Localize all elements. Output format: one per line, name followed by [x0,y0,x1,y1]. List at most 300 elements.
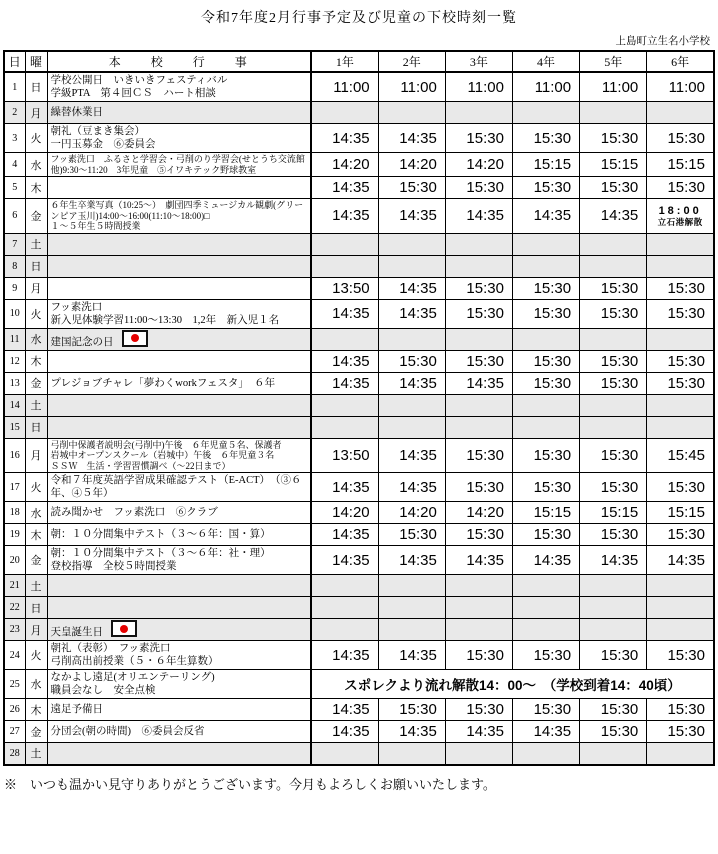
time-cell: 15:30 [580,350,647,372]
time-cell [311,575,378,597]
time-cell: 15:30 [580,277,647,299]
event-text: ＳＳＷ 生活・学習習慣調べ（～22日まで） [50,460,231,471]
time-cell: 11:00 [647,72,714,102]
header-day: 日 [4,51,25,72]
time-cell: 11:00 [311,72,378,102]
event-text: 朝：１０分間集中テスト（３～６年：国・算） [50,529,271,540]
event-text: フッ素洗口 [50,301,103,313]
table-row [4,670,714,699]
event-cell [47,394,311,416]
time-cell: 15:30 [580,721,647,743]
weekday-cell: 土 [25,743,47,765]
weekday-cell: 日 [25,72,47,102]
time-cell [311,743,378,765]
time-cell [580,394,647,416]
event-text: 朝礼（豆まき集会） [50,126,145,137]
event-cell [47,502,311,524]
table-row [4,153,714,177]
time-cell [311,328,378,350]
event-text: なかよし遠足(オリエンテーリング) [50,672,215,683]
time-cell [378,619,445,641]
time-cell: 15:30 [445,438,512,473]
time-cell [647,394,714,416]
time-cell: 14:35 [311,299,378,328]
day-cell: 23 [4,619,25,641]
event-cell [47,299,311,328]
time-cell [445,575,512,597]
header-grade-2: 2年 [378,51,445,72]
day-cell: 2 [4,102,25,124]
time-cell: 13:50 [311,438,378,473]
day-cell: 28 [4,743,25,765]
time-cell: 15:30 [580,177,647,199]
header-grade-4: 4年 [512,51,579,72]
time-cell: 11:00 [445,72,512,102]
weekday-cell: 月 [25,438,47,473]
day-cell: 26 [4,699,25,721]
day-cell: 4 [4,153,25,177]
event-text: 学級PTA 第４回ＣＳ ハート相談 [50,88,216,99]
event-cell [47,546,311,575]
day-cell: 18 [4,502,25,524]
event-text: 天皇誕生日 [51,620,308,639]
time-cell: 14:35 [378,721,445,743]
time-cell [311,597,378,619]
event-text: 分団会(朝の時間) ⑥委員会反省 [50,726,205,737]
time-cell: 15:30 [580,124,647,153]
time-cell [647,619,714,641]
weekday-cell: 木 [25,350,47,372]
schedule-table [3,50,715,766]
event-cell [47,277,311,299]
time-cell: 15:30 [580,524,647,546]
header-grade-5: 5年 [580,51,647,72]
day-cell: 27 [4,721,25,743]
time-cell [378,102,445,124]
weekday-cell: 火 [25,124,47,153]
time-cell: 14:35 [512,721,579,743]
time-cell [311,619,378,641]
time-cell [580,416,647,438]
day-cell: 6 [4,199,25,234]
day-cell: 15 [4,416,25,438]
weekday-cell: 土 [25,233,47,255]
time-cell: 14:35 [445,546,512,575]
time-cell: 15:30 [647,177,714,199]
event-cell [47,372,311,394]
event-text: 新入児体験学習11:00～13:30 1,2年 新入児１名 [50,314,280,326]
time-cell [580,328,647,350]
event-text: 朝礼（表彰） フッ素洗口 [50,643,171,654]
day-cell: 21 [4,575,25,597]
header-grade-6: 6年 [647,51,714,72]
table-row [4,524,714,546]
time-cell [647,743,714,765]
time-cell: 15:30 [512,124,579,153]
time-cell: 14:35 [378,473,445,502]
school-name: 上島町立生名小学校 [615,36,710,47]
time-cell: 15:30 [512,438,579,473]
time-cell: 15:30 [445,277,512,299]
time-cell: 15:30 [445,124,512,153]
time-cell [647,416,714,438]
time-cell [512,619,579,641]
table-row [4,619,714,641]
time-cell: 15:30 [647,473,714,502]
event-cell [47,72,311,102]
event-cell [47,416,311,438]
time-cell: 11:00 [512,72,579,102]
time-cell [512,255,579,277]
day-cell: 11 [4,328,25,350]
time-cell: 14:20 [311,502,378,524]
time-cell: 14:35 [445,721,512,743]
event-text: 登校指導 全校５時間授業 [50,561,177,572]
event-text: 令和７年度英語学習成果確認テスト（E-ACT） （③６年、④５年） [50,475,302,499]
event-cell [47,438,311,473]
time-cell [580,597,647,619]
time-cell: 15:30 [445,524,512,546]
table-row [4,575,714,597]
time-cell: 15:30 [445,350,512,372]
time-cell [647,328,714,350]
time-cell [311,233,378,255]
time-cell [445,233,512,255]
time-cell: 15:30 [512,299,579,328]
event-text: 朝：１０分間集中テスト（３～６年：社・理） [50,548,271,559]
table-row [4,546,714,575]
time-cell: 15:30 [647,641,714,670]
time-cell: 13:50 [311,277,378,299]
time-cell: 11:00 [580,72,647,102]
weekday-cell: 水 [25,328,47,350]
table-row [4,502,714,524]
event-text: プレジョブチャレ「夢わくworkフェスタ」 ６年 [50,377,276,389]
time-cell [445,416,512,438]
weekday-cell: 水 [25,153,47,177]
time-cell: 14:20 [445,502,512,524]
event-cell [47,153,311,177]
event-text: 岩城中オープンスクール（岩城中）午後 ６年児童３名 [50,450,275,460]
event-text: 読み聞かせ フッ素洗口 ⑥クラブ [50,507,218,518]
table-row [4,372,714,394]
time-cell [580,102,647,124]
weekday-cell: 木 [25,699,47,721]
event-text: 弓削高出前授業（５・６年生算数） [50,656,219,667]
weekday-cell: 水 [25,670,47,699]
table-row [4,299,714,328]
time-cell: 15:15 [647,153,714,177]
time-cell [445,255,512,277]
time-cell: 14:20 [378,502,445,524]
event-text: １～５年生５時間授業 [50,221,141,231]
weekday-cell: 日 [25,416,47,438]
time-cell: 15:30 [445,473,512,502]
time-cell: 15:30 [580,699,647,721]
time-cell [512,394,579,416]
time-cell: 15:30 [512,699,579,721]
time-cell [512,743,579,765]
weekday-cell: 火 [25,299,47,328]
weekday-cell: 月 [25,619,47,641]
event-cell [47,255,311,277]
time-cell [647,255,714,277]
time-cell: 15:30 [647,524,714,546]
time-cell: 15:15 [580,153,647,177]
time-cell: 14:35 [445,372,512,394]
time-cell [580,743,647,765]
time-cell [580,619,647,641]
time-cell: 15:30 [647,372,714,394]
event-cell [47,328,311,350]
time-cell: 14:35 [311,721,378,743]
table-row [4,177,714,199]
event-cell [47,350,311,372]
day-cell: 12 [4,350,25,372]
time-cell [378,233,445,255]
weekday-cell: 土 [25,575,47,597]
table-row [4,255,714,277]
table-row [4,72,714,102]
japan-flag-icon [122,330,148,347]
time-cell [647,597,714,619]
time-cell: 15:30 [580,299,647,328]
time-cell [311,255,378,277]
time-cell: 15:30 [512,350,579,372]
table-row [4,699,714,721]
header-grade-1: 1年 [311,51,378,72]
time-cell: 14:35 [311,641,378,670]
time-cell: 15:15 [512,153,579,177]
event-text: 遠足予備日 [50,704,103,715]
weekday-cell: 土 [25,394,47,416]
event-cell [47,199,311,234]
time-cell: 14:35 [311,199,378,234]
table-row [4,597,714,619]
time-cell: 15:30 [647,277,714,299]
event-cell [47,524,311,546]
time-cell: 15:30 [378,524,445,546]
time-cell: 15:30 [445,299,512,328]
weekday-cell: 日 [25,597,47,619]
time-cell: 14:35 [311,699,378,721]
day-cell: 19 [4,524,25,546]
time-cell [580,575,647,597]
time-cell [378,328,445,350]
event-cell [47,699,311,721]
time-cell: 15:30 [580,438,647,473]
time-cell: 15:30 [647,721,714,743]
time-cell: 15:30 [580,473,647,502]
time-cell [311,416,378,438]
event-cell [47,619,311,641]
weekday-cell: 火 [25,641,47,670]
time-cell [512,328,579,350]
time-cell [445,597,512,619]
day-cell: 16 [4,438,25,473]
table-row [4,328,714,350]
time-cell: 14:20 [445,153,512,177]
event-cell [47,177,311,199]
time-cell: 14:35 [378,299,445,328]
time-cell: 14:35 [445,199,512,234]
event-cell [47,597,311,619]
table-row [4,233,714,255]
time-cell: 15:30 [512,177,579,199]
table-row [4,416,714,438]
weekday-cell: 月 [25,102,47,124]
event-cell [47,233,311,255]
time-cell: 14:35 [378,372,445,394]
weekday-cell: 金 [25,372,47,394]
table-row [4,641,714,670]
time-cell: 15:45 [647,438,714,473]
time-cell [311,394,378,416]
day-cell: 1 [4,72,25,102]
event-text: 繰替休業日 [50,107,103,118]
event-text: フッ素洗口 ふるさと学習会・弓削のり学習会(せとうち交流館他)9:30～11:20 3年児童 ⑤イワキテック野球教室 [50,154,305,175]
time-cell: 15:30 [647,699,714,721]
time-cell: 15:30 [647,299,714,328]
event-text: 弓削中保護者説明会(弓削中)午後 ６年児童５名、保護者 [50,439,282,450]
table-row [4,743,714,765]
time-cell: 14:35 [378,124,445,153]
footer-note: ※ いつも温かい見守りありがとうございます。今月もよろしくお願いいたします。 [4,776,496,792]
time-cell [445,619,512,641]
table-row [4,438,714,473]
time-cell: 15:30 [580,641,647,670]
day-cell: 20 [4,546,25,575]
weekday-cell: 火 [25,473,47,502]
flag-sun-icon [131,334,139,342]
time-cell: 15:30 [512,473,579,502]
time-cell [647,233,714,255]
time-cell [512,416,579,438]
event-text: 職員会なし 安全点検 [50,685,156,696]
table-row [4,350,714,372]
table-row [4,124,714,153]
table-row [4,721,714,743]
time-cell [378,416,445,438]
header-row [4,51,714,72]
schedule-body [4,72,714,765]
time-cell: 14:35 [311,524,378,546]
time-cell: 14:35 [378,277,445,299]
time-cell: 14:35 [378,438,445,473]
time-cell: 15:30 [647,350,714,372]
time-cell: 15:30 [445,177,512,199]
time-cell: 15:15 [512,502,579,524]
event-cell [47,102,311,124]
time-cell: 14:35 [311,124,378,153]
day-cell: 24 [4,641,25,670]
time-cell [445,394,512,416]
time-cell: 14:35 [647,546,714,575]
weekday-cell: 水 [25,502,47,524]
time-cell: 15:30 [445,699,512,721]
time-cell: 15:30 [445,641,512,670]
time-cell: 14:35 [580,546,647,575]
time-cell: 11:00 [378,72,445,102]
event-text: 学校公開日 いきいきフェスティバル [50,75,228,86]
time-cell [378,575,445,597]
time-cell [445,328,512,350]
table-row [4,199,714,234]
day-cell: 25 [4,670,25,699]
day-cell: 5 [4,177,25,199]
time-cell: 14:20 [311,153,378,177]
time-cell [580,233,647,255]
time-cell: 15:30 [647,124,714,153]
event-cell [47,743,311,765]
weekday-cell: 月 [25,277,47,299]
time-cell [512,102,579,124]
time-cell: 15:15 [580,502,647,524]
time-cell [512,233,579,255]
time-cell: 14:35 [311,473,378,502]
time-cell [580,255,647,277]
event-cell [47,641,311,670]
japan-flag-icon [111,620,137,637]
event-cell [47,575,311,597]
special-time: 18:00 [658,204,702,217]
time-cell: 14:35 [378,199,445,234]
time-cell [445,743,512,765]
day-cell: 7 [4,233,25,255]
day-cell: 8 [4,255,25,277]
event-cell [47,721,311,743]
time-cell [445,102,512,124]
event-cell [47,473,311,502]
time-cell: 14:35 [378,546,445,575]
time-cell [378,394,445,416]
time-cell [647,199,714,234]
time-cell: 14:35 [580,199,647,234]
day-cell: 13 [4,372,25,394]
table-row [4,277,714,299]
time-cell [378,255,445,277]
time-cell: 15:30 [580,372,647,394]
header-weekday: 曜 [25,51,47,72]
time-cell [647,102,714,124]
time-cell: 15:30 [512,641,579,670]
time-cell: 14:35 [311,372,378,394]
time-cell: 14:35 [512,546,579,575]
time-cell [512,575,579,597]
day-cell: 22 [4,597,25,619]
weekday-cell: 金 [25,199,47,234]
header-grade-3: 3年 [445,51,512,72]
time-cell: 14:20 [378,153,445,177]
page-title: 令和7年度2月行事予定及び児童の下校時刻一覧 [201,11,517,26]
table-row [4,102,714,124]
day-cell: 17 [4,473,25,502]
weekday-cell: 金 [25,546,47,575]
time-cell: 15:30 [512,372,579,394]
time-cell: 14:35 [512,199,579,234]
day-cell: 14 [4,394,25,416]
time-cell [647,575,714,597]
table-row [4,473,714,502]
day-cell: 3 [4,124,25,153]
weekday-cell: 木 [25,524,47,546]
time-cell: 14:35 [311,177,378,199]
weekday-cell: 木 [25,177,47,199]
event-text: 建国記念の日 [51,330,308,349]
time-cell [378,743,445,765]
header-events: 本 校 行 事 [47,51,311,72]
special-note: 立石港解散 [657,216,703,227]
